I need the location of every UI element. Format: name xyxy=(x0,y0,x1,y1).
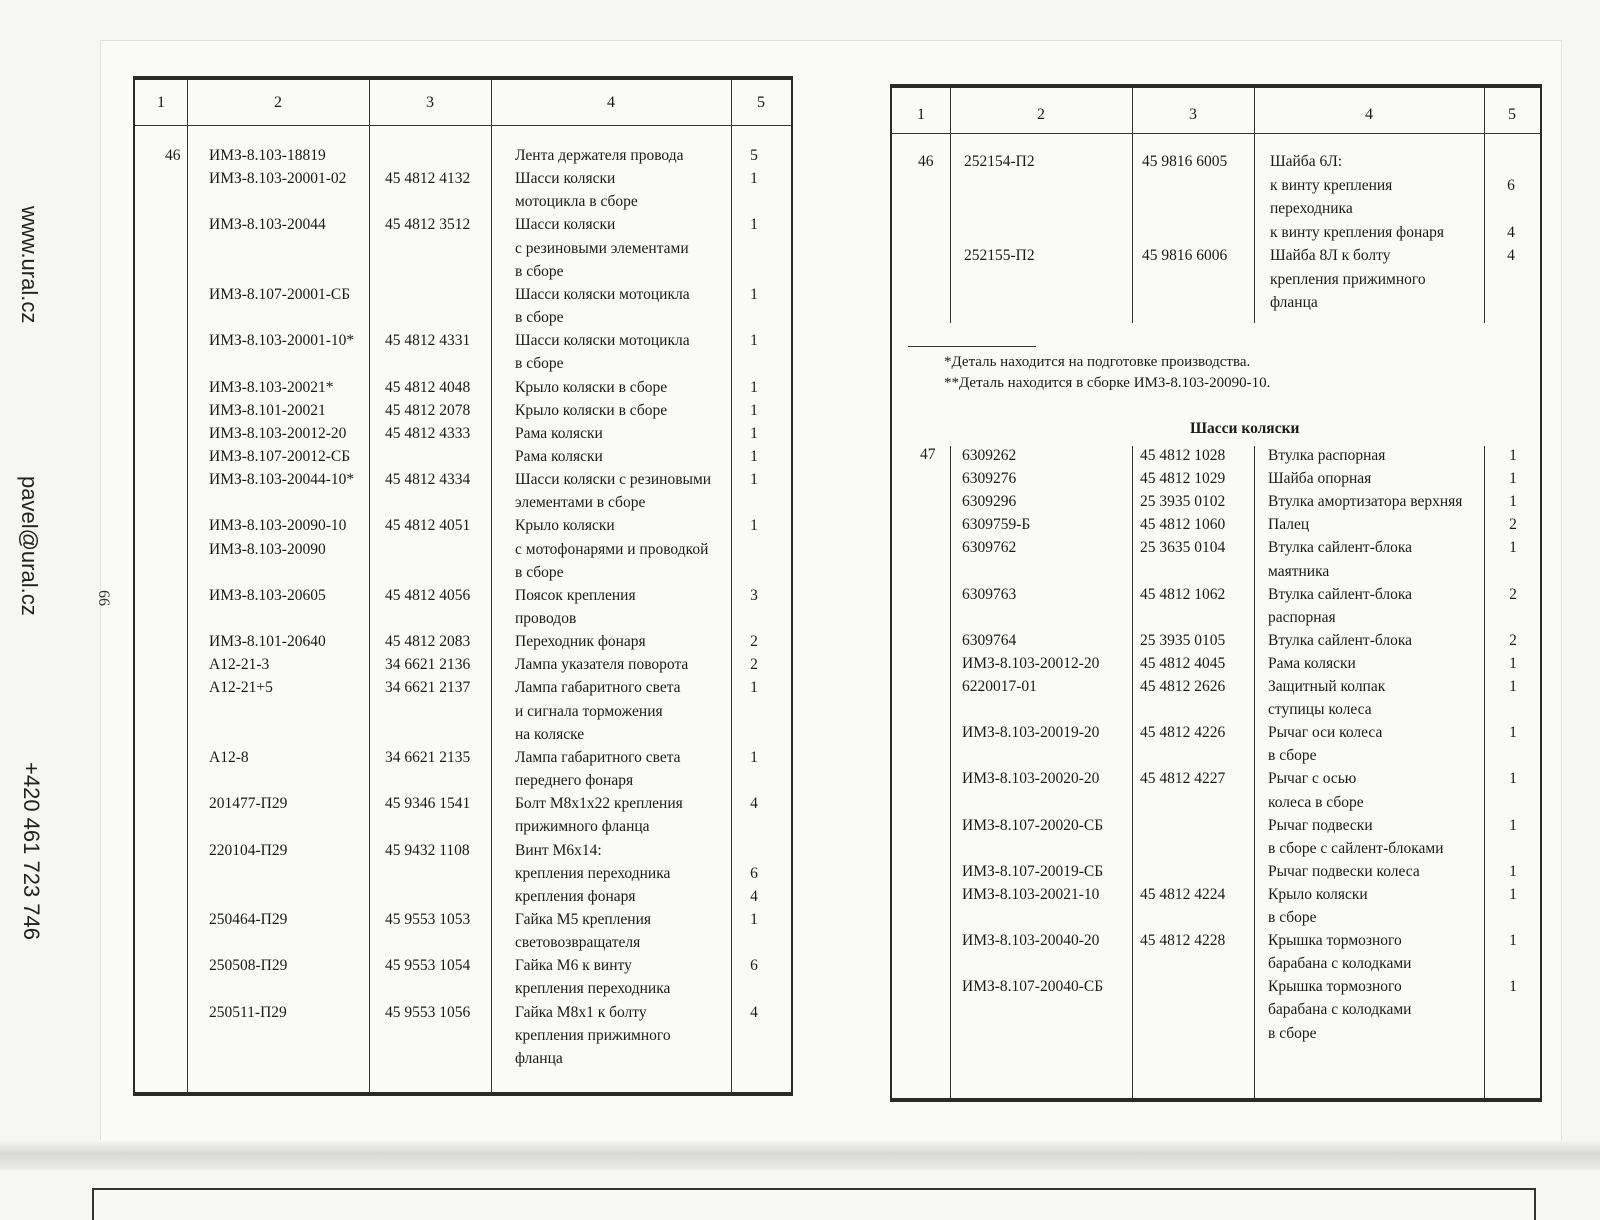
part-name-line: переднего фонаря xyxy=(515,772,634,790)
okp-code: 45 4812 4045 xyxy=(1140,654,1226,672)
part-code: ИМЗ-8.101-20021 xyxy=(209,401,326,419)
part-name-line: барабана с колодками xyxy=(1268,1001,1412,1019)
quantity: 1 xyxy=(1509,539,1517,557)
part-name-line: Рычаг с осью xyxy=(1268,770,1357,788)
quantity: 1 xyxy=(1509,885,1517,903)
page-fold-shadow xyxy=(0,1140,1600,1170)
okp-code: 25 3935 0105 xyxy=(1140,631,1226,649)
header-col-4: 4 xyxy=(1365,106,1373,123)
part-name-line: колеса в сборе xyxy=(1268,793,1364,811)
quantity: 4 xyxy=(750,1003,758,1021)
okp-code: 45 4812 4333 xyxy=(385,424,471,442)
part-name-line: в сборе xyxy=(515,262,564,280)
quantity: 1 xyxy=(1509,493,1517,511)
part-code: ИМЗ-8.103-20001-10* xyxy=(209,332,355,350)
part-code: ИМЗ-8.103-20001-02 xyxy=(209,170,347,188)
quantity: 4 xyxy=(750,795,758,813)
quantity: 1 xyxy=(1509,932,1517,950)
okp-code: 45 4812 1062 xyxy=(1140,585,1226,603)
part-code: 250464-П29 xyxy=(209,910,288,928)
part-code: ИМЗ-8.103-20090-10 xyxy=(209,517,347,535)
header-col-5: 5 xyxy=(757,94,765,111)
part-code: 6309764 xyxy=(962,631,1017,649)
part-name-line: Втулка амортизатора верхняя xyxy=(1268,493,1463,511)
quantity: 1 xyxy=(750,517,758,535)
quantity: 1 xyxy=(1509,816,1517,834)
part-code: 252154-П2 xyxy=(964,153,1035,170)
quantity: 6 xyxy=(750,957,758,975)
part-name-line: Гайка М8х1 к болту xyxy=(515,1003,647,1021)
part-name-line: маятника xyxy=(1268,562,1330,580)
quantity: 2 xyxy=(750,656,758,674)
okp-code: 45 4812 2626 xyxy=(1140,678,1226,695)
part-name-line: Рама коляски xyxy=(515,424,603,442)
quantity: 1 xyxy=(750,401,758,419)
header-col-5: 5 xyxy=(1508,106,1516,123)
part-name-line: Крышка тормозного xyxy=(1268,932,1402,950)
header-col-3: 3 xyxy=(1189,106,1197,123)
part-name-line: мотоцикла в сборе xyxy=(515,193,638,211)
part-name-line: к винту крепления xyxy=(1270,176,1393,194)
group-number: 46 xyxy=(918,153,934,170)
part-name-line: фланца xyxy=(515,1049,563,1067)
part-name-line: в сборе xyxy=(1268,909,1317,926)
quantity: 5 xyxy=(750,147,758,164)
part-name-line: барабана с колодками xyxy=(1268,955,1412,973)
part-name-line: с мотофонарями и проводкой xyxy=(515,540,709,558)
group2-number: 47 xyxy=(920,446,936,463)
part-code: А12-21-3 xyxy=(209,656,270,674)
part-name-line: Втулка сайлент-блока xyxy=(1268,585,1413,603)
part-name-line: Палец xyxy=(1268,516,1310,534)
part-name-line: Втулка распорная xyxy=(1268,447,1386,464)
part-name-line: Рама коляски xyxy=(1268,654,1356,672)
part-name-line: Лампа указателя поворота xyxy=(515,656,689,674)
quantity: 1 xyxy=(1509,724,1517,742)
okp-code: 45 4812 1028 xyxy=(1140,447,1226,464)
part-name-line: Крыло коляски в сборе xyxy=(515,401,668,419)
part-name-line: в сборе xyxy=(1268,1024,1317,1042)
part-name-line: Шайба 6Л: xyxy=(1270,153,1343,170)
part-code: ИМЗ-8.101-20640 xyxy=(209,633,326,651)
part-name-line: световозвращателя xyxy=(515,934,641,952)
quantity: 1 xyxy=(1509,654,1517,672)
website-text: www.ural.cz xyxy=(17,206,42,324)
part-code: 6309262 xyxy=(962,447,1017,464)
okp-code: 45 4812 1060 xyxy=(1140,516,1226,534)
part-name-line: Шасси коляски мотоцикла xyxy=(515,332,690,350)
quantity: 1 xyxy=(1509,978,1517,996)
part-code: 6309759-Б xyxy=(962,516,1031,534)
group-number: 46 xyxy=(165,147,181,164)
phone-text: +420 461 723 746 xyxy=(19,762,44,941)
part-name-line: крепления переходника xyxy=(515,864,671,882)
part-name-line: Рычаг подвески колеса xyxy=(1268,862,1420,880)
quantity: 1 xyxy=(750,447,758,465)
okp-code: 25 3935 0102 xyxy=(1140,493,1226,511)
part-name-line: в сборе xyxy=(1268,747,1317,765)
okp-code: 34 6621 2135 xyxy=(385,748,471,766)
part-name-line: к винту крепления фонаря xyxy=(1270,223,1445,241)
quantity: 1 xyxy=(750,748,758,766)
part-name-line: в сборе xyxy=(515,355,564,373)
part-code: ИМЗ-8.103-20021-10 xyxy=(962,885,1100,903)
header-col-4: 4 xyxy=(607,94,615,111)
part-name-line: Поясок крепления xyxy=(515,586,636,604)
part-name-line: в сборе xyxy=(515,309,564,327)
okp-code: 45 9553 1056 xyxy=(385,1003,471,1021)
part-code-alt: ИМЗ-8.103-20090 xyxy=(209,540,326,558)
part-code: 201477-П29 xyxy=(209,795,288,813)
quantity: 1 xyxy=(750,216,758,234)
left-parts-table xyxy=(133,76,793,1096)
part-name-line: Болт М8х1х22 крепления xyxy=(515,795,683,813)
okp-code: 45 4812 4226 xyxy=(1140,724,1226,742)
part-name-line: и сигнала торможения xyxy=(515,702,663,720)
part-name-line: ступицы колеса xyxy=(1268,701,1372,719)
okp-code: 45 4812 2083 xyxy=(385,633,471,651)
part-code: ИМЗ-8.103-20044 xyxy=(209,216,326,234)
part-code: ИМЗ-8.107-20001-СБ xyxy=(209,285,351,303)
header-col-2: 2 xyxy=(274,94,282,111)
part-name-line: Рычаг подвески xyxy=(1268,816,1373,834)
part-code: А12-21+5 xyxy=(209,679,273,697)
part-name-line: Шасси коляски мотоцикла xyxy=(515,285,690,303)
next-page-frame xyxy=(92,1188,1536,1220)
okp-code: 45 4812 4334 xyxy=(385,471,471,489)
okp-code: 45 9346 1541 xyxy=(385,795,471,813)
part-code: 6220017-01 xyxy=(962,678,1037,695)
part-name-line: на коляске xyxy=(515,725,585,743)
part-name-line: Шайба опорная xyxy=(1268,470,1372,488)
quantity: 1 xyxy=(750,332,758,350)
footnote-divider xyxy=(908,346,1036,347)
part-name-line: Переходник фонаря xyxy=(515,633,646,651)
part-name-line: Гайка М5 крепления xyxy=(515,910,651,928)
okp-code: 45 4812 4224 xyxy=(1140,885,1226,903)
quantity: 4 xyxy=(1507,247,1515,264)
part-name-line: Рама коляски xyxy=(515,447,603,465)
part-name-line: прижимного фланца xyxy=(515,818,650,836)
okp-code: 25 3635 0104 xyxy=(1140,539,1226,557)
okp-code: 45 4812 1029 xyxy=(1140,470,1226,488)
part-code: 250511-П29 xyxy=(209,1003,287,1021)
quantity: 1 xyxy=(750,285,758,303)
okp-code: 45 4812 4228 xyxy=(1140,932,1226,950)
quantity: 2 xyxy=(1509,631,1517,649)
right-parts-table xyxy=(890,84,1542,1102)
part-name-line: Винт М6х14: xyxy=(515,841,602,859)
part-code: ИМЗ-8.103-20019-20 xyxy=(962,724,1100,742)
part-name-line: крепления прижимного xyxy=(515,1026,671,1044)
quantity: 1 xyxy=(1509,770,1517,788)
quantity: 1 xyxy=(1509,862,1517,880)
part-name-line: элементами в сборе xyxy=(515,494,646,512)
part-code: ИМЗ-8.103-20044-10* xyxy=(209,471,355,489)
okp-code: 45 4812 4056 xyxy=(385,586,471,604)
part-name-line: Крыло коляски xyxy=(1268,885,1368,903)
part-code: ИМЗ-8.103-18819 xyxy=(209,147,326,164)
okp-code: 45 4812 4051 xyxy=(385,517,471,535)
part-name-line: Рычаг оси колеса xyxy=(1268,724,1383,742)
quantity: 1 xyxy=(750,424,758,442)
okp-code: 34 6621 2137 xyxy=(385,679,471,697)
part-name-line: Крыло коляски xyxy=(515,517,615,535)
okp-code: 45 4812 4048 xyxy=(385,378,471,396)
part-code: ИМЗ-8.107-20012-СБ xyxy=(209,447,351,465)
quantity: 4 xyxy=(1507,223,1515,241)
part-name-line: в сборе с сайлент-блоками xyxy=(1268,839,1444,857)
part-code: ИМЗ-8.103-20040-20 xyxy=(962,932,1100,950)
part-name-line: Шайба 8Л к болту xyxy=(1270,247,1391,264)
quantity: 2 xyxy=(750,633,758,651)
quantity: 1 xyxy=(750,910,758,928)
part-name-line: Шасси коляски с резиновыми xyxy=(515,471,712,489)
header-col-3: 3 xyxy=(426,94,434,111)
part-code: 6309296 xyxy=(962,493,1017,511)
part-code: 220104-П29 xyxy=(209,841,288,859)
part-code: ИМЗ-8.107-20040-СБ xyxy=(962,978,1104,996)
quantity: 1 xyxy=(750,471,758,489)
part-code: 6309763 xyxy=(962,585,1017,603)
part-code: А12-8 xyxy=(209,748,249,766)
okp-code: 45 4812 2078 xyxy=(385,401,471,419)
okp-code: 45 4812 4132 xyxy=(385,170,471,188)
okp-code: 45 4812 3512 xyxy=(385,216,471,234)
header-col-1: 1 xyxy=(917,106,925,123)
okp-code: 45 9553 1053 xyxy=(385,910,471,928)
okp-code: 45 9816 6006 xyxy=(1142,247,1228,264)
part-code: ИМЗ-8.107-20019-СБ xyxy=(962,862,1104,880)
page-number: 66 xyxy=(95,590,112,606)
part-name-line: распорная xyxy=(1268,608,1336,626)
quantity: 6 xyxy=(750,864,758,882)
quantity: 1 xyxy=(1509,470,1517,488)
okp-code: 34 6621 2136 xyxy=(385,656,471,674)
part-code: ИМЗ-8.103-20012-20 xyxy=(209,424,347,442)
part-name-line: Лампа габаритного света xyxy=(515,679,681,697)
part-code: 6309276 xyxy=(962,470,1017,488)
section-title: Шасси коляски xyxy=(1190,420,1300,437)
part-code: ИМЗ-8.103-20605 xyxy=(209,586,326,604)
part-name-line: в сборе xyxy=(515,563,564,581)
okp-code: 45 9553 1054 xyxy=(385,957,471,975)
part-name-line: Крышка тормозного xyxy=(1268,978,1402,996)
part-name-line: переходника xyxy=(1270,200,1353,217)
quantity: 1 xyxy=(1509,678,1517,695)
footnote-2: **Деталь находится в сборке ИМЗ-8.103-20090-10. xyxy=(944,375,1271,391)
quantity: 2 xyxy=(1509,516,1517,534)
header-col-1: 1 xyxy=(157,94,165,111)
quantity: 3 xyxy=(750,586,758,604)
part-name-line: с резиновыми элементами xyxy=(515,239,689,257)
header-col-2: 2 xyxy=(1037,106,1045,123)
quantity: 4 xyxy=(750,887,758,905)
part-name-line: крепления переходника xyxy=(515,980,671,998)
part-code: 6309762 xyxy=(962,539,1017,557)
part-name-line: фланца xyxy=(1270,294,1318,311)
quantity: 6 xyxy=(1507,176,1515,194)
quantity: 1 xyxy=(750,378,758,396)
part-name-line: Шасси коляски xyxy=(515,216,616,234)
quantity: 1 xyxy=(750,679,758,697)
okp-code: 45 4812 4331 xyxy=(385,332,471,350)
okp-code: 45 9432 1108 xyxy=(385,841,470,859)
quantity: 1 xyxy=(1509,447,1517,464)
part-name-line: Шасси коляски xyxy=(515,170,616,188)
quantity: 1 xyxy=(750,170,758,188)
okp-code: 45 9816 6005 xyxy=(1142,153,1228,170)
part-name-line: Втулка сайлент-блока xyxy=(1268,539,1413,557)
part-name-line: проводов xyxy=(515,610,577,627)
part-code: 250508-П29 xyxy=(209,957,288,975)
part-code: ИМЗ-8.103-20012-20 xyxy=(962,654,1100,672)
part-name-line: Гайка М6 к винту xyxy=(515,957,632,975)
part-name-line: Втулка сайлент-блока xyxy=(1268,631,1413,649)
part-name-line: Крыло коляски в сборе xyxy=(515,378,668,396)
part-name-line: крепления прижимного xyxy=(1270,270,1426,288)
part-name-line: Защитный колпак xyxy=(1268,678,1386,695)
part-name-line: Лампа габаритного света xyxy=(515,748,681,766)
okp-code: 45 4812 4227 xyxy=(1140,770,1226,788)
part-name-line: Лента держателя провода xyxy=(515,147,684,164)
part-code: ИМЗ-8.107-20020-СБ xyxy=(962,816,1104,834)
part-code: ИМЗ-8.103-20021* xyxy=(209,378,334,396)
email-text: pavel@ural.cz xyxy=(17,476,42,616)
quantity: 2 xyxy=(1509,585,1517,603)
footnote-1: *Деталь находится на подготовке производства. xyxy=(944,354,1251,370)
part-code: ИМЗ-8.103-20020-20 xyxy=(962,770,1100,788)
part-name-line: крепления фонаря xyxy=(515,887,636,905)
part-code: 252155-П2 xyxy=(964,247,1035,264)
